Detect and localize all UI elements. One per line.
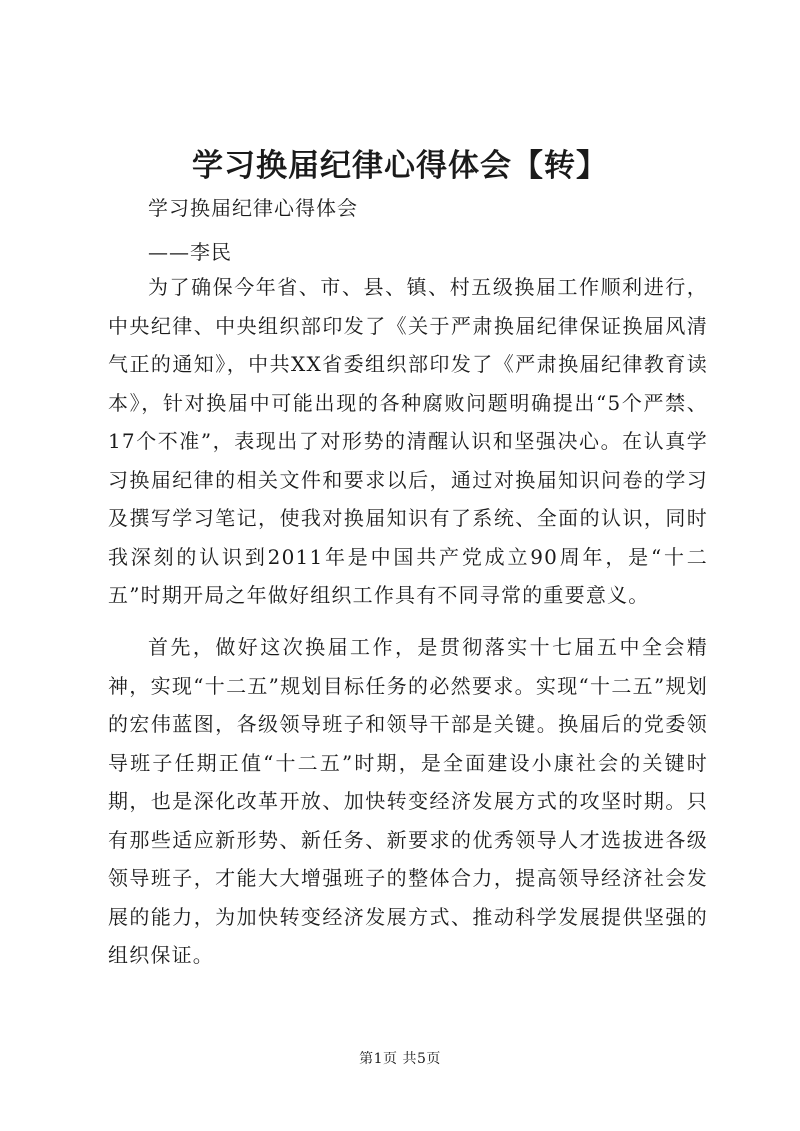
body-paragraph-2: 首先，做好这次换届工作，是贯彻落实十七届五中全会精神，实现“十二五”规划目标任务的必然要求。实现“十二五”规划的宏伟蓝图，各级领导班子和领导干部是关键。换届后的党委领导班子任期正值“十二五”时期，是全面建设小康社会的关键时期，也是深化改革开放、加快转变经济发展方式的攻坚时期。只有那些适应新形势、新任务、新要求的优秀领导人才选拔进各级领导班子，才能大大增强班子的整体合力，提高领导经济社会发展的能力，为加快转变经济发展方式、推动科学发展提供坚强的组织保证。 <box>108 635 708 967</box>
document-subtitle: 学习换届纪律心得体会 <box>148 196 358 220</box>
body-paragraph-1: 为了确保今年省、市、县、镇、村五级换届工作顺利进行，中央纪律、中央组织部印发了《关于严肃换届纪律保证换届风清气正的通知》，中共XX省委组织部印发了《严肃换届纪律教育读本》，针对换届中可能出现的各种腐败问题明确提出“5个严禁、17个不准”，表现出了对形势的清醒认识和坚强决心。在认真学习换届纪律的相关文件和要求以后，通过对换届知识问卷的学习及撰写学习笔记，使我对换届知识有了系统、全面的认识，同时我深刻的认识到2011年是中国共产党成立90周年，是“十二五”时期开局之年做好组织工作具有不同寻常的重要意义。 <box>108 275 708 607</box>
document-title: 学习换届纪律心得体会【转】 <box>192 148 608 184</box>
page-number-footer: 第1页 共5页 <box>359 1051 441 1067</box>
document-author: ——李民 <box>148 240 232 264</box>
